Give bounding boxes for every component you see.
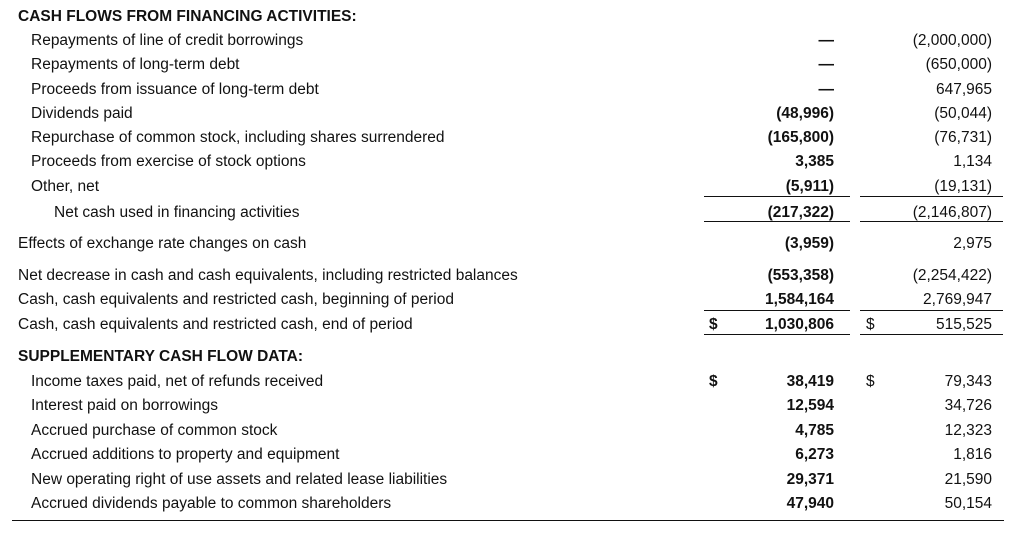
table-row xyxy=(0,395,1024,417)
table-row xyxy=(0,469,1024,491)
current-value: 38,419 xyxy=(786,373,834,390)
subtotal-rule xyxy=(860,310,1003,311)
table-row xyxy=(0,54,1024,76)
prior-value: 79,343 xyxy=(944,373,992,390)
prior-value: 2,769,947 xyxy=(923,291,992,308)
total-rule xyxy=(860,221,1003,222)
current-value: (5,911) xyxy=(785,178,834,195)
current-value: 29,371 xyxy=(786,471,834,488)
row-label: New operating right of use assets and related lease liabilities xyxy=(31,471,448,488)
currency-symbol: $ xyxy=(709,316,718,333)
currency-symbol: $ xyxy=(709,373,718,390)
row-label: Proceeds from exercise of stock options xyxy=(31,153,306,170)
row-label: Cash, cash equivalents and restricted cash, beginning of period xyxy=(18,291,454,308)
table-row xyxy=(0,420,1024,442)
ending-cash-row xyxy=(0,314,1024,336)
current-value: 1,030,806 xyxy=(765,316,834,333)
section-header: CASH FLOWS FROM FINANCING ACTIVITIES: xyxy=(18,8,357,25)
financing-header-row xyxy=(0,6,1024,28)
row-label: Net cash used in financing activities xyxy=(54,204,300,221)
prior-value: 647,965 xyxy=(935,81,992,98)
row-label: Interest paid on borrowings xyxy=(31,397,218,414)
current-value: (165,800) xyxy=(767,129,834,146)
row-label: Accrued additions to property and equipment xyxy=(31,446,340,463)
table-row xyxy=(0,176,1024,198)
table-row xyxy=(0,79,1024,101)
current-value: (217,322) xyxy=(767,204,834,221)
current-value: — xyxy=(818,81,834,98)
total-rule xyxy=(860,334,1003,335)
current-value: (553,358) xyxy=(767,267,834,284)
prior-value: (2,146,807) xyxy=(912,204,992,221)
row-label: Repayments of long-term debt xyxy=(31,56,240,73)
table-row xyxy=(0,289,1024,311)
prior-value: (650,000) xyxy=(925,56,992,73)
current-value: — xyxy=(818,56,834,73)
total-rule xyxy=(704,221,850,222)
subtotal-rule xyxy=(704,196,850,197)
currency-symbol: $ xyxy=(866,373,875,390)
row-label: Other, net xyxy=(31,178,100,195)
prior-value: (19,131) xyxy=(934,178,992,195)
current-value: 4,785 xyxy=(795,422,834,439)
row-label: Cash, cash equivalents and restricted cash, end of period xyxy=(18,316,413,333)
row-label: Repurchase of common stock, including shares surrendered xyxy=(31,129,445,146)
row-label: Effects of exchange rate changes on cash xyxy=(18,235,307,252)
total-rule xyxy=(704,334,850,335)
prior-value: (2,000,000) xyxy=(912,32,992,49)
table-row xyxy=(0,233,1024,255)
section-header: SUPPLEMENTARY CASH FLOW DATA: xyxy=(18,348,304,365)
current-value: 12,594 xyxy=(786,397,834,414)
table-row xyxy=(0,103,1024,125)
prior-value: (76,731) xyxy=(934,129,992,146)
supplementary-header-row xyxy=(0,346,1024,368)
row-label: Accrued dividends payable to common shareholders xyxy=(31,495,392,512)
row-label: Dividends paid xyxy=(31,105,133,122)
current-value: 3,385 xyxy=(795,153,834,170)
bottom-rule xyxy=(12,520,1004,521)
current-value: 6,273 xyxy=(795,446,834,463)
prior-value: 50,154 xyxy=(944,495,992,512)
row-label: Repayments of line of credit borrowings xyxy=(31,32,304,49)
prior-value: 2,975 xyxy=(953,235,992,252)
current-value: 1,584,164 xyxy=(765,291,834,308)
row-label: Net decrease in cash and cash equivalents, including restricted balances xyxy=(18,267,518,284)
row-label: Accrued purchase of common stock xyxy=(31,422,278,439)
prior-value: (50,044) xyxy=(934,105,992,122)
prior-value: 515,525 xyxy=(935,316,992,333)
table-row xyxy=(0,493,1024,515)
prior-value: 34,726 xyxy=(944,397,992,414)
current-value: (48,996) xyxy=(776,105,834,122)
prior-value: 12,323 xyxy=(944,422,992,439)
subtotal-rule xyxy=(704,310,850,311)
prior-value: 21,590 xyxy=(944,471,992,488)
current-value: — xyxy=(818,32,834,49)
subtotal-rule xyxy=(860,196,1003,197)
row-label: Income taxes paid, net of refunds received xyxy=(31,373,324,390)
table-row xyxy=(0,265,1024,287)
table-row xyxy=(0,371,1024,393)
table-row xyxy=(0,127,1024,149)
prior-value: 1,134 xyxy=(953,153,992,170)
table-row xyxy=(0,444,1024,466)
table-row xyxy=(0,30,1024,52)
row-label: Proceeds from issuance of long-term debt xyxy=(31,81,319,98)
prior-value: 1,816 xyxy=(953,446,992,463)
current-value: 47,940 xyxy=(786,495,834,512)
currency-symbol: $ xyxy=(866,316,875,333)
current-value: (3,959) xyxy=(784,235,834,252)
prior-value: (2,254,422) xyxy=(912,267,992,284)
table-row xyxy=(0,151,1024,173)
